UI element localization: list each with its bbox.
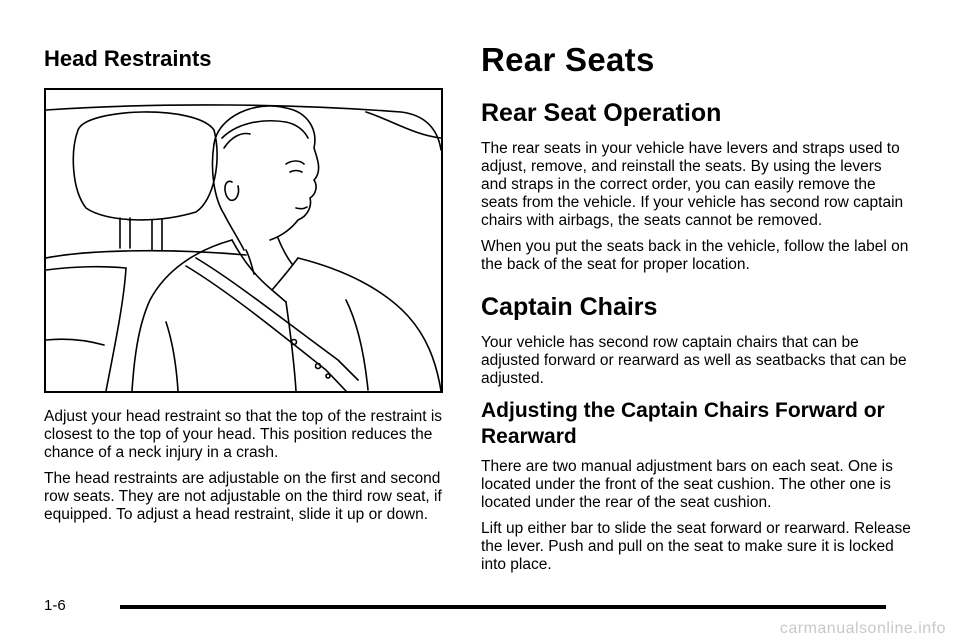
head-restraints-paragraph-1: Adjust your head restraint so that the top of the restraint is closest to the top of your head. This position reduces the chance of a neck injury in a crash. [44,408,443,461]
watermark: carmanualsonline.info [779,620,946,637]
page-footer [44,597,886,617]
captain-chairs-paragraph: Your vehicle has second row captain chairs that can be adjusted forward or rearward as well as seatbacks that can be adjusted. [481,334,907,387]
adjusting-paragraph-1: There are two manual adjustment bars on each seat. One is located under the front of the seat cushion. The other one is located under the rear of the seat cushion. [481,458,893,511]
rear-seats-heading: Rear Seats [481,41,655,78]
footer-rule [120,605,886,609]
head-restraints-text [44,408,449,532]
adjusting-captain-chairs-heading: Adjusting the Captain Chairs Forward or Rearward [481,399,885,448]
rear-seat-operation-paragraph-2: When you put the seats back in the vehicle, follow the label on the back of the seat for proper location. [481,238,909,273]
head-restraints-paragraph-2: The head restraints are adjustable on the first and second row seats. They are not adjustable on the third row seat, if equipped. To adjust a head restraint, slide it up or down. [44,470,442,523]
adjusting-paragraph-2: Lift up either bar to slide the seat forward or rearward. Release the lever. Push and pull on the seat to make sure it is locked into place. [481,520,911,573]
rear-seat-operation-paragraph-1: The rear seats in your vehicle have levers and straps used to adjust, remove, and reinstall the seats. By using the levers and straps in the correct order, you can easily remove the seats from the vehicle. If your vehicle has second row captain chairs with airbags, the seats cannot be removed. [481,140,904,229]
right-column [481,40,911,582]
rear-seat-operation-heading: Rear Seat Operation [481,99,722,127]
seated-man-drawing [46,90,441,391]
page-number: 1-6 [44,597,66,614]
left-column [44,44,449,523]
head-restraint-illustration [44,88,443,393]
head-restraints-heading: Head Restraints [44,46,212,71]
captain-chairs-heading: Captain Chairs [481,293,658,321]
